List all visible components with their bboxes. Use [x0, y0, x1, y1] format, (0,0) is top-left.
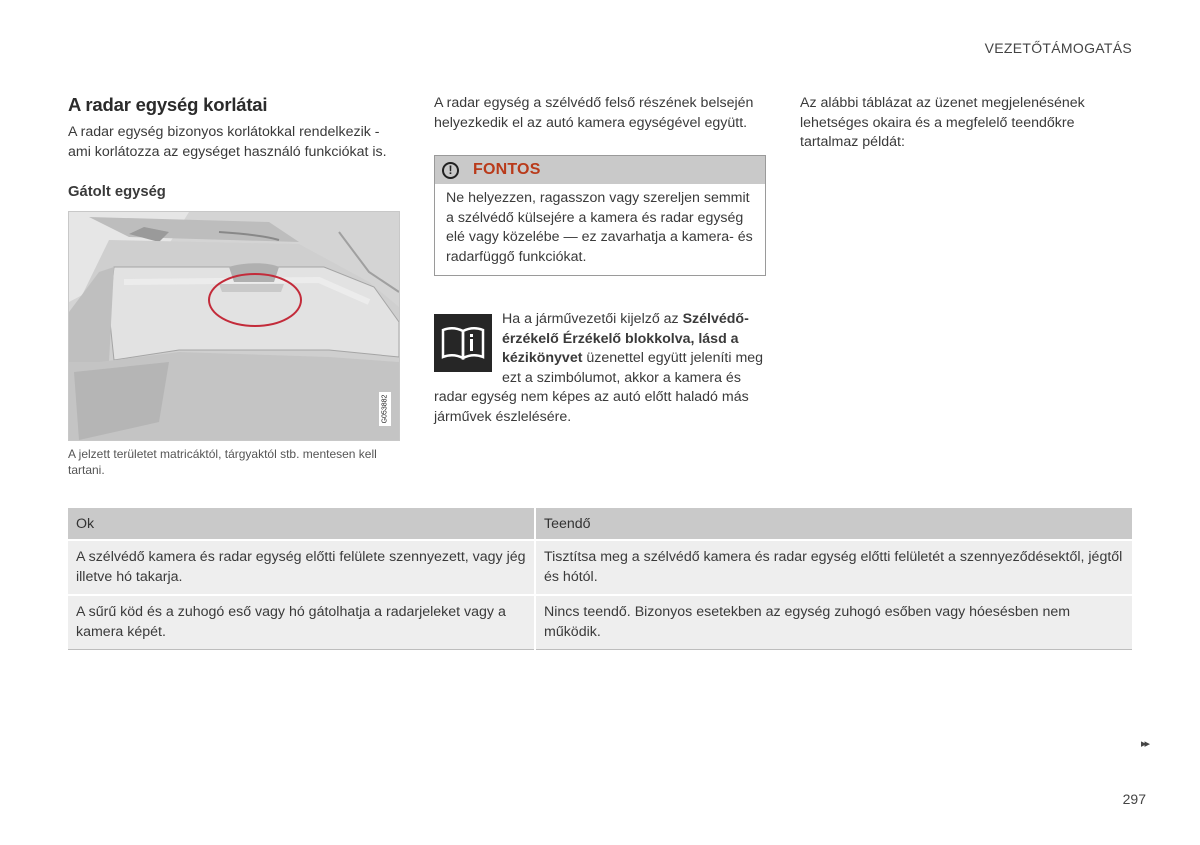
warning-text: Ne helyezzen, ragasszon vagy szereljen semmit a szélvédő külsejére a kamera és radar egység elé vagy közelébe — ez zavarhatja a kamera- és radarfüggő funkciókat.: [446, 190, 753, 265]
right-column: [800, 94, 1132, 153]
table-header-row: [68, 508, 1132, 540]
figure-caption: A jelzett területet matricáktól, tárgyaktól stb. mentesen kell tartani.: [68, 447, 377, 477]
left-column: [68, 94, 400, 478]
windshield-drawing: [69, 212, 399, 440]
table-row: [68, 540, 1132, 595]
cause-action-table: [68, 508, 1132, 650]
intro-text: A radar egység bizonyos korlátokkal rendelkezik - ami korlátozza az egységet használó funkciókat is.: [68, 124, 387, 160]
table-cell: A sűrű köd és a zuhogó eső vagy hó gátolhatja a radarjeleket vagy a kamera képét.: [68, 595, 535, 650]
exclamation-icon: !: [442, 162, 459, 179]
warning-title: FONTOS: [473, 161, 541, 178]
page-number: 297: [1122, 791, 1146, 807]
figure-code-label: [379, 392, 391, 426]
windshield-illustration: [68, 211, 400, 441]
display-note-rest: üzenettel együtt jeleníti meg ezt a szimbólumot, akkor a kamera és radar egység nem képes az autó előtt haladó más járművek észlelésére.: [434, 350, 764, 425]
table-cell: Tisztítsa meg a szélvédő kamera és radar egység előtti felületét a szennyeződésektől, jégtől és hótól.: [535, 540, 1132, 595]
section-subtitle: Gátolt egység: [68, 184, 166, 200]
page-title: A radar egység korlátai: [68, 94, 268, 115]
display-note-intro: Ha a járművezetői kijelző az: [502, 311, 683, 327]
table-intro-text: Az alábbi táblázat az üzenet megjelenésének lehetséges okaira és a megfelelő teendőkre tartalmaz példát:: [800, 95, 1085, 150]
warning-header: [435, 156, 765, 184]
display-note: [434, 310, 766, 427]
column-header-action: Teendő: [535, 508, 1132, 540]
table-cell: A szélvédő kamera és radar egység előtti felülete szennyezett, vagy jég illetve hó takarja.: [68, 540, 535, 595]
table-cell: Nincs teendő. Bizonyos esetekben az egység zuhogó esőben vagy hóesésben nem működik.: [535, 595, 1132, 650]
middle-column: [434, 94, 766, 427]
section-header: VEZETŐTÁMOGATÁS: [984, 40, 1132, 56]
column-header-cause: Ok: [68, 508, 535, 540]
radar-location-text: A radar egység a szélvédő felső részének belsején helyezkedik el az autó kamera egységével együtt.: [434, 95, 754, 131]
manual-book-icon: [434, 314, 492, 372]
display-message-name: Szélvédő-érzékelő Érzékelő blokkolva, lásd a kézikönyvet: [502, 311, 749, 366]
figure-code: G053882: [381, 394, 389, 424]
table-row: [68, 595, 1132, 650]
continue-arrows-icon: ▸▸: [1140, 738, 1148, 750]
warning-box: [434, 155, 766, 276]
